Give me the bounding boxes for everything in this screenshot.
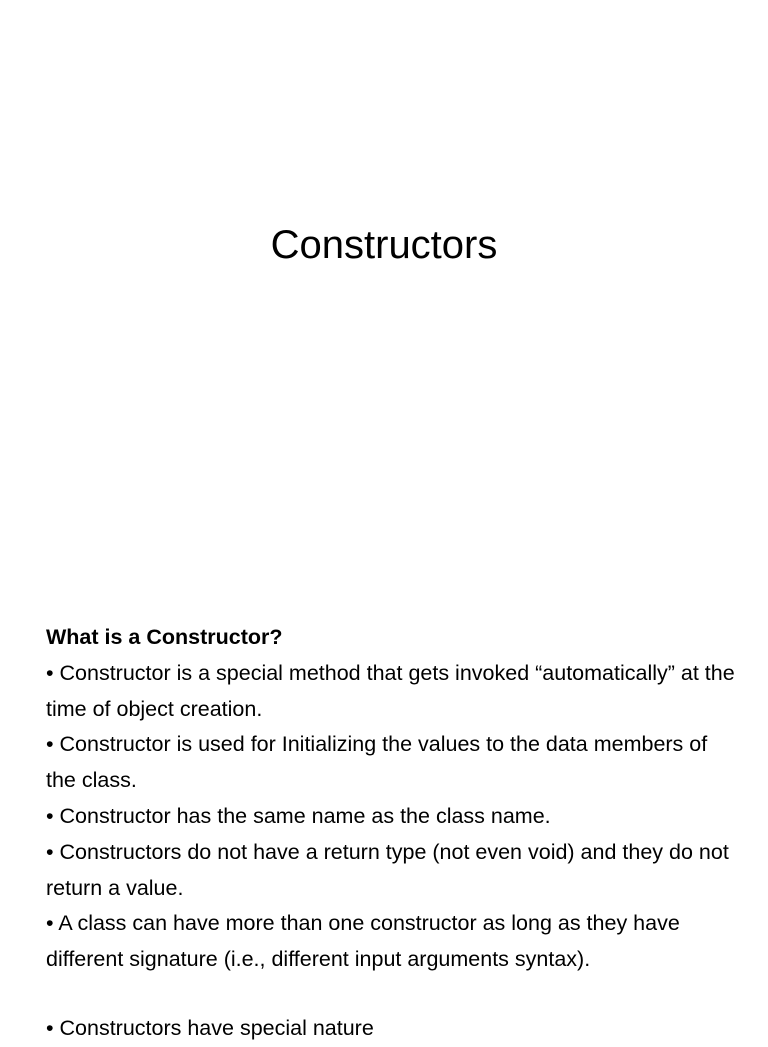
bullet-item-5: • A class can have more than one constructor as long as they have different signature (i.e., different input arguments syntax). bbox=[46, 911, 680, 972]
bullet-item-6-partial: • Constructors have special nature bbox=[46, 1016, 374, 1040]
bullet-item-1: • Constructor is a special method that gets invoked “automatically” at the time of object creation. bbox=[46, 660, 735, 721]
bullet-item-4: • Constructors do not have a return type (not even void) and they do not return a value. bbox=[46, 839, 729, 900]
section-heading: What is a Constructor? bbox=[46, 625, 283, 649]
slide-title: Constructors bbox=[270, 223, 498, 267]
bullet-item-3: • Constructor has the same name as the class name. bbox=[46, 803, 551, 828]
bullet-item-2: • Constructor is used for Initializing the values to the data members of the class. bbox=[46, 732, 708, 793]
slide-body bbox=[46, 620, 736, 978]
